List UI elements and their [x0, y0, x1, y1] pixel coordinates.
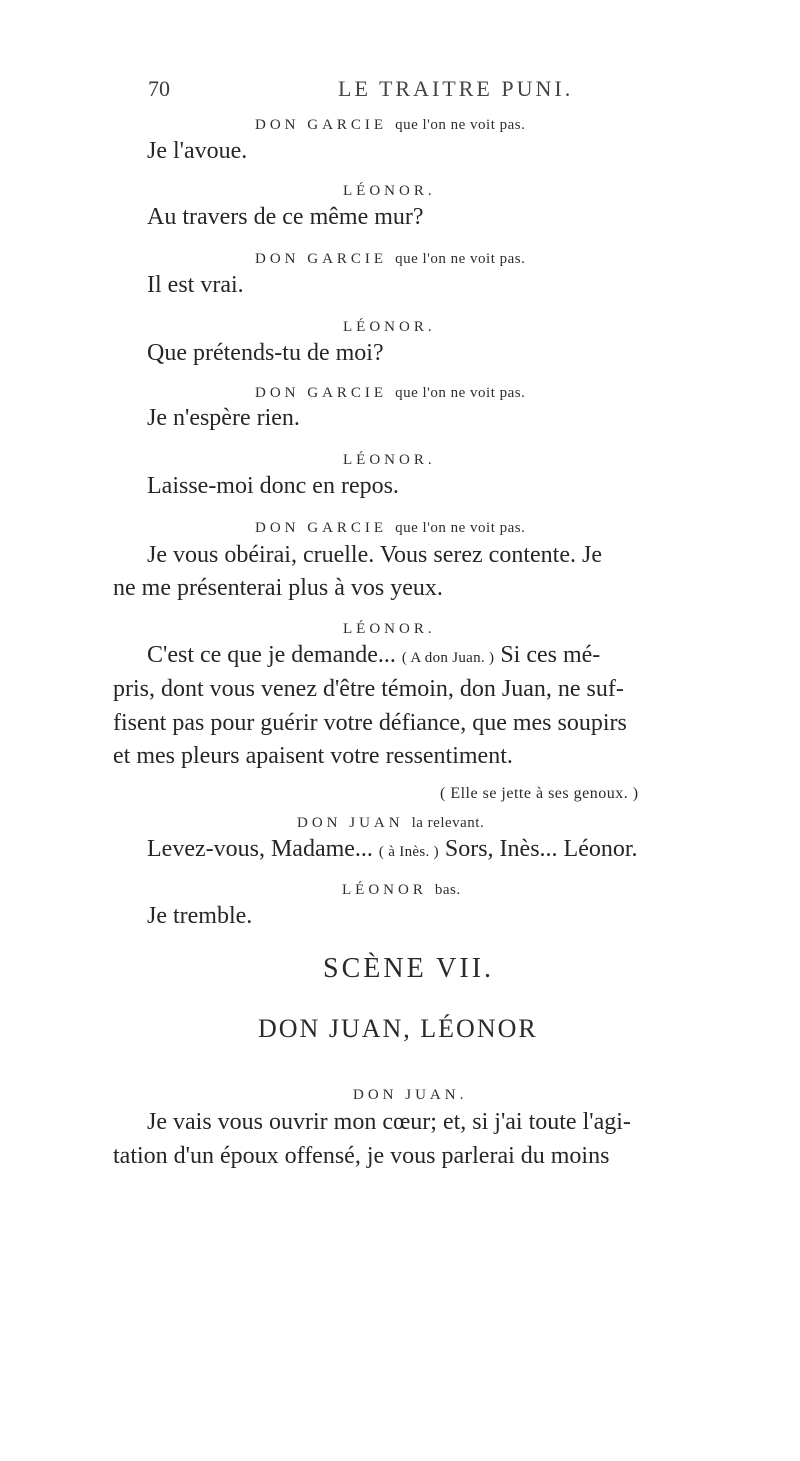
- speaker-name: DON GARCIE: [255, 385, 388, 401]
- speaker-stage-direction: que l'on ne voit pas.: [395, 520, 526, 536]
- dialogue-text: Sors, Inès... Léonor.: [444, 836, 638, 862]
- speaker-cue: [255, 385, 525, 402]
- speaker-cue: [342, 882, 461, 899]
- inline-stage-direction: ( à Inès. ): [378, 844, 439, 860]
- speaker-cue: [343, 319, 436, 336]
- speaker-cue: [343, 183, 436, 200]
- stage-direction: ( Elle se jette à ses genoux. ): [440, 785, 639, 802]
- speaker-cue: [297, 815, 484, 832]
- dialogue-line: Il est vrai.: [147, 272, 244, 298]
- speaker-cue: [343, 621, 436, 638]
- speaker-stage-direction: bas.: [434, 882, 461, 898]
- speaker-cue: [255, 251, 525, 268]
- scene-title: SCÈNE VII.: [323, 953, 495, 984]
- speaker-name: DON JUAN.: [353, 1087, 468, 1103]
- speaker-cue: [353, 1087, 467, 1104]
- speaker-name: LÉONOR: [342, 882, 427, 898]
- speaker-name: DON GARCIE: [255, 117, 388, 133]
- dialogue-line: Je l'avoue.: [147, 138, 248, 164]
- dialogue-line: Que prétends-tu de moi?: [147, 340, 384, 366]
- dialogue-line: pris, dont vous venez d'être témoin, don Juan, ne suf-: [113, 676, 624, 702]
- speaker-stage-direction: que l'on ne voit pas.: [395, 251, 526, 267]
- page-number: 70: [148, 76, 170, 101]
- dialogue-line: Je vais vous ouvrir mon cœur; et, si j'ai toute l'agi-: [147, 1109, 631, 1135]
- dialogue-line: Je n'espère rien.: [147, 405, 300, 431]
- speaker-name: DON GARCIE: [255, 520, 388, 536]
- speaker-cue: [255, 520, 525, 537]
- speaker-cue: [343, 452, 436, 469]
- inline-stage-direction: ( A don Juan. ): [401, 650, 495, 666]
- dialogue-line: et mes pleurs apaisent votre ressentiment.: [113, 743, 513, 769]
- speaker-name: DON GARCIE: [255, 251, 388, 267]
- dialogue-line: Laisse-moi donc en repos.: [147, 473, 399, 499]
- dialogue-line: fisent pas pour guérir votre défiance, que mes soupirs: [113, 710, 627, 736]
- dialogue-text: Levez-vous, Madame...: [147, 836, 373, 862]
- dialogue-line: [147, 836, 638, 863]
- dialogue-line: tation d'un époux offensé, je vous parlerai du moins: [113, 1143, 610, 1169]
- dialogue-line: Au travers de ce même mur?: [147, 204, 424, 230]
- speaker-name: LÉONOR.: [343, 183, 436, 199]
- page-header: [148, 76, 668, 106]
- speaker-stage-direction: la relevant.: [411, 815, 485, 831]
- speaker-name: DON JUAN: [297, 815, 404, 831]
- speaker-name: LÉONOR.: [343, 621, 436, 637]
- dialogue-text: C'est ce que je demande...: [147, 642, 396, 668]
- speaker-cue: [255, 117, 525, 134]
- running-title: LE TRAITRE PUNI.: [338, 76, 574, 101]
- speaker-stage-direction: que l'on ne voit pas.: [395, 117, 526, 133]
- speaker-stage-direction: que l'on ne voit pas.: [395, 385, 526, 401]
- dialogue-line: [147, 642, 600, 669]
- dialogue-text: Si ces mé-: [500, 642, 601, 668]
- dialogue-line: Je tremble.: [147, 903, 253, 929]
- scene-characters: DON JUAN, LÉONOR: [258, 1014, 538, 1043]
- dialogue-line: Je vous obéirai, cruelle. Vous serez contente. Je: [147, 542, 602, 568]
- dialogue-line: ne me présenterai plus à vos yeux.: [113, 575, 443, 601]
- speaker-name: LÉONOR.: [343, 452, 436, 468]
- speaker-name: LÉONOR.: [343, 319, 436, 335]
